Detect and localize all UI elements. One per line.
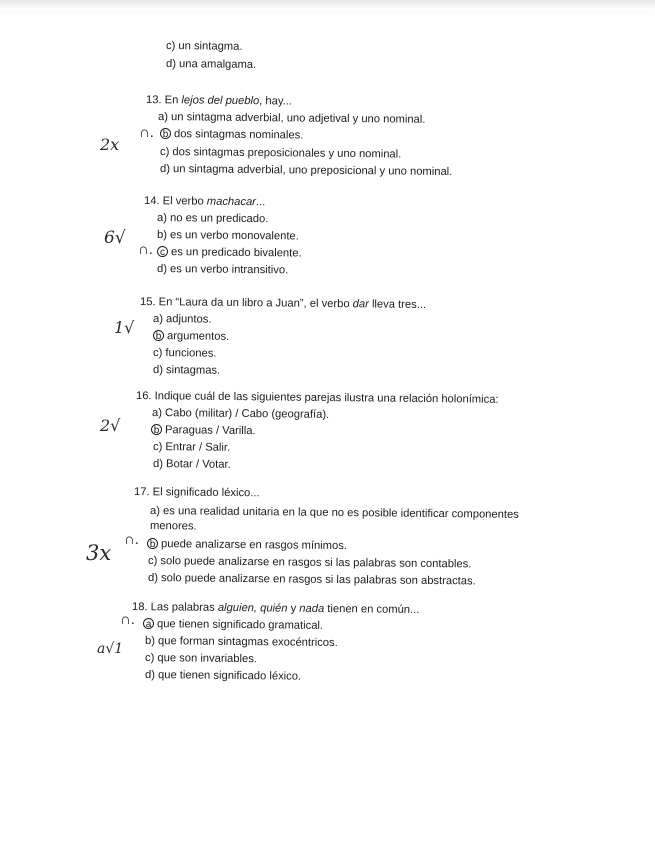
question-17-margin-note: 3x [86, 541, 112, 565]
question-16-margin-note: 2√ [100, 416, 121, 435]
question-16-option-a: a) Cabo (militar) / Cabo (geografía). [151, 407, 330, 421]
question-15-option-a: a) adjuntos. [152, 313, 212, 326]
question-17-option-a-cont: menores. [149, 520, 197, 533]
question-17-option-b: b puede analizarse en rasgos mínimos. [147, 538, 347, 553]
circled-answer: b [153, 330, 164, 341]
question-18-stem: 18. Las palabras alguien, quién y nada tienen en común... [131, 601, 420, 617]
question-13-option-b: b dos sintagmas nominales. [160, 128, 303, 143]
question-16-option-b: b Paraguas / Varilla. [151, 424, 256, 438]
question-13-option-c: c) dos sintagmas preposicionales y uno nominal. [159, 146, 402, 161]
question-13-option-a: a) un sintagma adverbial, uno adjetival y uno nominal. [157, 111, 426, 126]
circled-answer: b [160, 128, 171, 139]
question-18-option-a: a que tienen significado gramatical. [143, 618, 323, 633]
question-18-option-b: b) que forman sintagmas exocéntricos. [144, 635, 338, 650]
question-13-answer-mark: ∩. [139, 124, 154, 141]
question-14-option-a: a) no es un predicado. [156, 212, 269, 226]
question-14-option-d: d) es un verbo intransitivo. [156, 263, 289, 277]
question-18-option-c: c) que son invariables. [144, 652, 257, 666]
question-17-option-d: d) solo puede analizarse en rasgos si las palabras son abstractas. [147, 572, 476, 588]
question-13-stem: 13. En lejos del pueblo, hay... [145, 94, 293, 108]
question-15-stem: 15. En “Laura da un libro a Juan”, el verbo dar lleva tres... [139, 296, 427, 311]
question-18-option-d: d) que tienen significado léxico. [144, 669, 302, 683]
question-17-option-c: c) solo puede analizarse en rasgos si las palabras son contables. [147, 555, 472, 571]
circled-answer: b [147, 538, 158, 549]
question-15-option-b: b argumentos. [153, 330, 229, 344]
question-17-answer-mark: ∩. [124, 531, 139, 548]
prev-option-d: d) una amalgama. [165, 58, 257, 71]
question-14-stem: 14. El verbo machacar... [143, 195, 266, 209]
circled-answer: c [157, 246, 168, 257]
question-16-stem: 16. Indique cuál de las siguientes parejas ilustra una relación holonímica: [135, 390, 499, 406]
question-14-option-c: c es un predicado bivalente. [157, 246, 302, 261]
question-16-option-c: c) Entrar / Salir. [152, 441, 231, 454]
question-18-answer-mark: ∩. [120, 611, 135, 628]
question-14-margin-note: 6√ [104, 228, 126, 248]
question-17-stem: 17. El significado léxico... [133, 486, 260, 500]
prev-option-c: c) un sintagma. [165, 40, 243, 53]
question-14-answer-mark: ∩. [138, 241, 153, 258]
circled-answer: b [151, 424, 162, 435]
question-18-margin-note: a√1 [97, 641, 124, 657]
question-13-margin-note: 2x [100, 135, 120, 154]
question-14-option-b: b) es un verbo monovalente. [156, 229, 299, 243]
page-top-edge [0, 0, 655, 10]
question-16-option-d: d) Botar / Votar. [152, 458, 231, 471]
question-15-option-c: c) funciones. [152, 347, 217, 360]
question-17-option-a: a) es una realidad unitaria en la que no es posible identificar componentes [149, 505, 519, 521]
circled-answer: a [143, 618, 154, 629]
question-15-margin-note: 1√ [114, 318, 135, 337]
question-15-option-d: d) sintagmas. [152, 364, 221, 377]
question-13-option-d: d) un sintagma adverbial, uno preposicional y uno nominal. [159, 163, 453, 179]
